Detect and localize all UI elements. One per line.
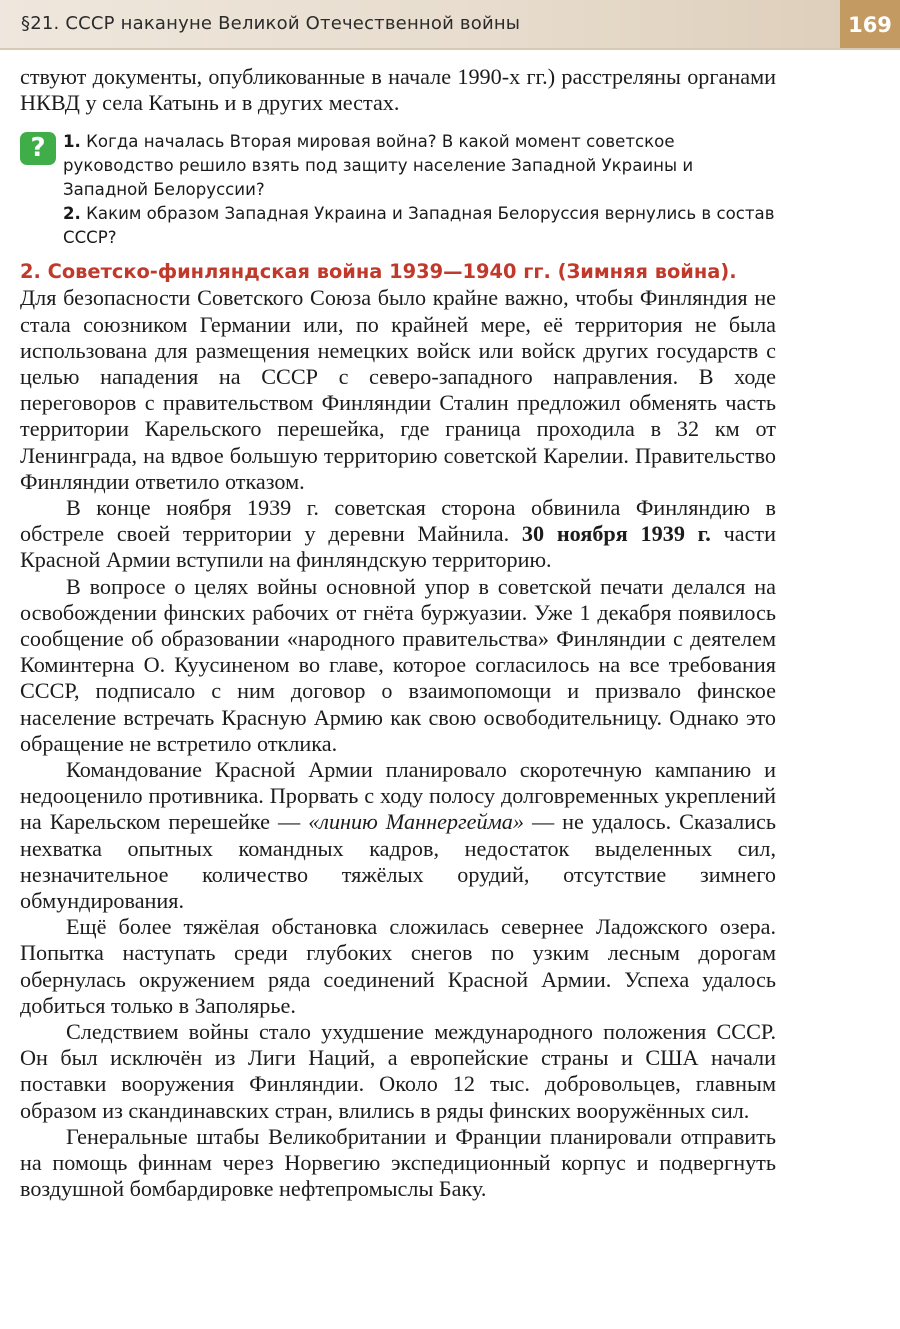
paragraph-2-text-a: В конце ноября 1939 г. советская сторона обвинила Финляндию в обстреле своей территории у деревни Майнила. bbox=[20, 495, 776, 547]
question-2 bbox=[63, 202, 776, 250]
paragraph-2 bbox=[20, 495, 776, 574]
question-2-number: 2. bbox=[63, 203, 81, 223]
paragraph-4-text-a: Командование Красной Армии планировало скоротечную кампанию и недооценило противника. Прорвать с ходу полосу долговременных укреплений на Карельском перешейке — bbox=[20, 757, 776, 835]
paragraph-4-term: «линию Маннергейма» bbox=[308, 809, 524, 835]
question-1-text: Когда началась Вторая мировая война? В какой момент советское руководство решило взять под защиту население Западной Украины и Западной Белоруссии? bbox=[63, 132, 694, 199]
paragraph-4 bbox=[20, 757, 776, 914]
question-1 bbox=[63, 130, 776, 201]
question-mark-icon: ? bbox=[20, 132, 56, 165]
intro-paragraph: ствуют документы, опубликованные в начале 1990-х гг.) расстреляны органами НКВД у села Катынь и в других местах. bbox=[20, 64, 776, 116]
section-heading: 2. Советско-финляндская война 1939—1940 гг. (Зимняя война). bbox=[20, 260, 737, 284]
paragraph-5: Ещё более тяжёлая обстановка сложилась севернее Ладожского озера. Попытка наступать среди глубоких снегов по узким лесным дорогам обернулась окружением ряда соединений Красной Армии. Успеха удалось добиться только в Заполярье. bbox=[20, 914, 776, 1018]
page-body bbox=[20, 64, 776, 1203]
paragraph-2-date: 30 ноября 1939 г. bbox=[521, 521, 711, 547]
paragraph-7: Генеральные штабы Великобритании и Франции планировали отправить на помощь финнам через Норвегию экспедиционный корпус и подвергнуть воздушной бомбардировке нефтепромыслы Баку. bbox=[20, 1123, 776, 1202]
paragraph-6: Следствием войны стало ухудшение международного положения СССР. Он был исключён из Лиги Наций, а европейские страны и США начали поставки вооружения Финляндии. Около 12 тыс. добровольцев, главным образом из скандинавских стран, влились в ряды финских вооружённых сил. bbox=[20, 1019, 776, 1123]
paragraph-1: Для безопасности Советского Союза было крайне важно, чтобы Финляндия не стала союзником Германии или, по крайней мере, её территория не была использована для размещения немецких войск или войск других государств с целью нападения на СССР с северо-западного направления. В ходе переговоров с правительством Финляндии Сталин предложил обменять часть территории Карельского перешейка, где граница проходила в 32 км от Ленинграда, на вдвое большую территорию советской Карелии. Правительство Финляндии ответило отказом. bbox=[20, 285, 776, 494]
paragraph-3: В вопросе о целях войны основной упор в советской печати делался на освобождении финских рабочих от гнёта буржуазии. Уже 1 декабря появилось сообщение об образовании «народного правительства» Финляндии с деятелем Коминтерна О. Куусиненом во главе, которое согласилось на все требования СССР, подписало с ним договор о взаимопомощи и призвало финское население встречать Красную Армию как свою освободительницу. Однако это обращение не встретило отклика. bbox=[20, 573, 776, 756]
paragraph-2-text-b: части Красной Армии вступили на финляндскую территорию. bbox=[20, 521, 776, 573]
paragraph-4-text-b: — не удалось. Сказались нехватка опытных командных кадров, недостаток выделенных сил, незначительное количество тяжёлых орудий, отсутствие зимнего обмундирования. bbox=[20, 809, 776, 914]
question-2-text: Каким образом Западная Украина и Западная Белоруссия вернулись в состав СССР? bbox=[63, 203, 775, 247]
chapter-title: §21. СССР накануне Великой Отечественной войны bbox=[21, 13, 521, 34]
question-1-number: 1. bbox=[63, 132, 81, 152]
page-number: 169 bbox=[840, 0, 900, 50]
running-header bbox=[0, 0, 900, 50]
review-questions bbox=[20, 130, 776, 249]
